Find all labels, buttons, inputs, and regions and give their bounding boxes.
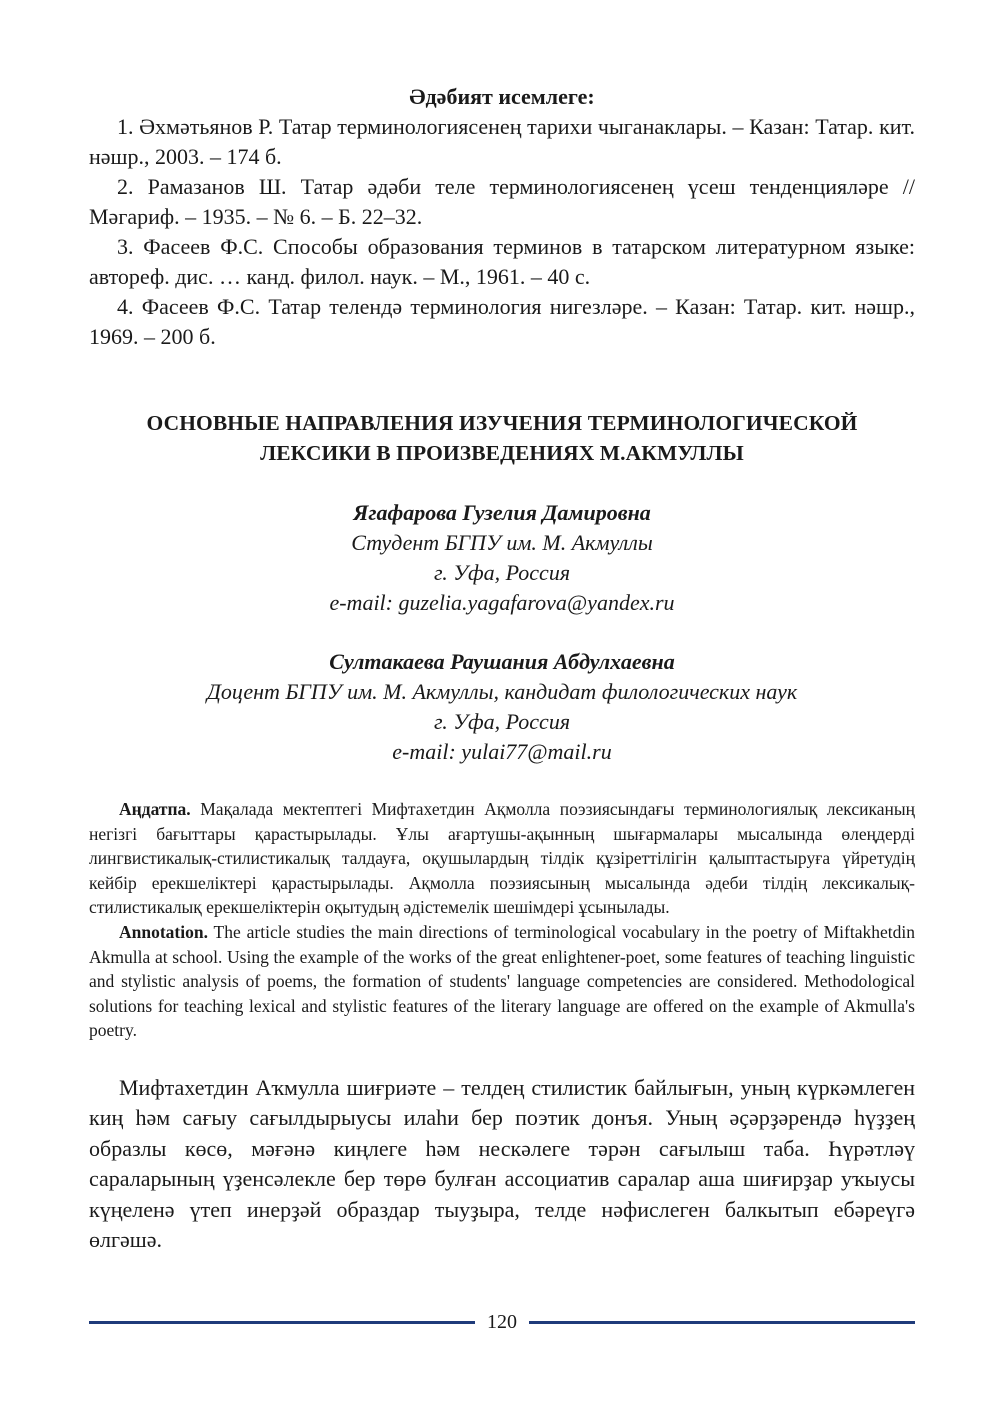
body-paragraph: Мифтахетдин Аҡмулла шиғриәте – телдең стилистик байлығын, уның күркәмлеген киң һәм сағыу сағылдырыусы илаһи бер поэтик донъя. Уның әҫәрҙәрендә һүҙҙең образлы көсө, мәғәнә киңлеге һәм нескәлеге тәрән сағылыш таба. Һүрәтләү сараларының үҙенсәлекле бер төрө булған ассоциатив саралар аша шиғирҙар уҡыусы күңеленә үтеп инерҙәй образдар тыуҙыра, телде нәфислеген балкытып ебәреүгә өлгәшә.	[89, 1074, 915, 1253]
reference-item: 3. Фасеев Ф.С. Способы образования терминов в татарском литературном языке: автореф. дис. … канд. филол. наук. – М., 1961. – 40 с.	[89, 234, 915, 289]
references-heading: Әдәбият исемлеге:	[409, 84, 595, 109]
reference-item: 2. Рамазанов Ш. Татар әдәби теле терминологиясенең үсеш тенденцияләре // Мәгариф. – 1935. – № 6. – Б. 22–32.	[89, 174, 915, 229]
english-abstract	[89, 920, 915, 1043]
abstracts-section	[89, 797, 915, 1043]
page-footer	[89, 1307, 915, 1337]
author-city: г. Уфа, Россия	[433, 709, 571, 734]
reference-item: 4. Фасеев Ф.С. Татар телендә терминология нигезләре. – Казан: Татар. кит. нәшр., 1969. – 200 б.	[89, 294, 915, 349]
kazakh-abstract-label: Аңдатпа.	[119, 799, 191, 819]
author-position: Доцент БГПУ им. М. Акмуллы, кандидат филологических наук	[206, 679, 798, 704]
page-number: 120	[487, 1310, 517, 1333]
reference-item: 1. Әхмәтьянов Р. Татар терминологиясенең тарихи чыганаклары. – Казан: Татар. кит. нәшр., 2003. – 174 б.	[89, 114, 915, 169]
author-block	[89, 647, 915, 767]
article-title-line: ОСНОВНЫЕ НАПРАВЛЕНИЯ ИЗУЧЕНИЯ ТЕРМИНОЛОГИЧЕСКОЙ	[146, 411, 858, 435]
footer-rule-left	[89, 1321, 475, 1324]
english-abstract-text: The article studies the main directions of terminological vocabulary in the poetry of Miftakhetdin Akmulla at school. Using the example of the works of the great enlightener-poet, some features of teaching linguistic and stylistic analysis of poems, the formation of students' language competencies are considered. Methodological solutions for teaching lexical and stylistic features of the literary language are offered on the example of Akmulla's poetry.	[89, 921, 915, 1041]
references-section	[89, 82, 915, 352]
author-city: г. Уфа, Россия	[433, 560, 571, 585]
english-abstract-label: Annotation.	[119, 921, 208, 942]
author-block	[89, 498, 915, 618]
author-name: Ягафарова Гузелия Дамировна	[353, 500, 651, 525]
body-section	[89, 1073, 915, 1256]
kazakh-abstract	[89, 797, 915, 920]
footer-rule-right	[529, 1321, 915, 1324]
article-title-line: ЛЕКСИКИ В ПРОИЗВЕДЕНИЯХ М.АКМУЛЛЫ	[260, 441, 744, 465]
author-name: Султакаева Раушания Абдулхаевна	[329, 649, 675, 674]
article-title	[89, 408, 915, 468]
author-email: e-mail: guzelia.yagafarova@yandex.ru	[329, 590, 675, 615]
author-email: e-mail: yulai77@mail.ru	[392, 739, 612, 764]
kazakh-abstract-text: Мақалада мектептегі Мифтахетдин Ақмолла поэзиясындағы терминологиялық лексиканың негізгі бағыттары қарастырылады. Ұлы ағартушы-ақынның шығармалары мысалында өлеңдерді лингвистикалық-стилистикалық талдауға, оқушылардың тілдік құзіреттілігін қалыптастыруға үйретудің кейбір ерекшеліктері қарастырылады. Ақмолла поэзиясының мысалында әдеби тілдің лексикалық-стилистикалық ерекшеліктерін оқытудың әдістемелік шешімдері ұсынылады.	[89, 799, 915, 918]
page-content	[89, 82, 915, 1256]
author-position: Студент БГПУ им. М. Акмуллы	[351, 530, 653, 555]
